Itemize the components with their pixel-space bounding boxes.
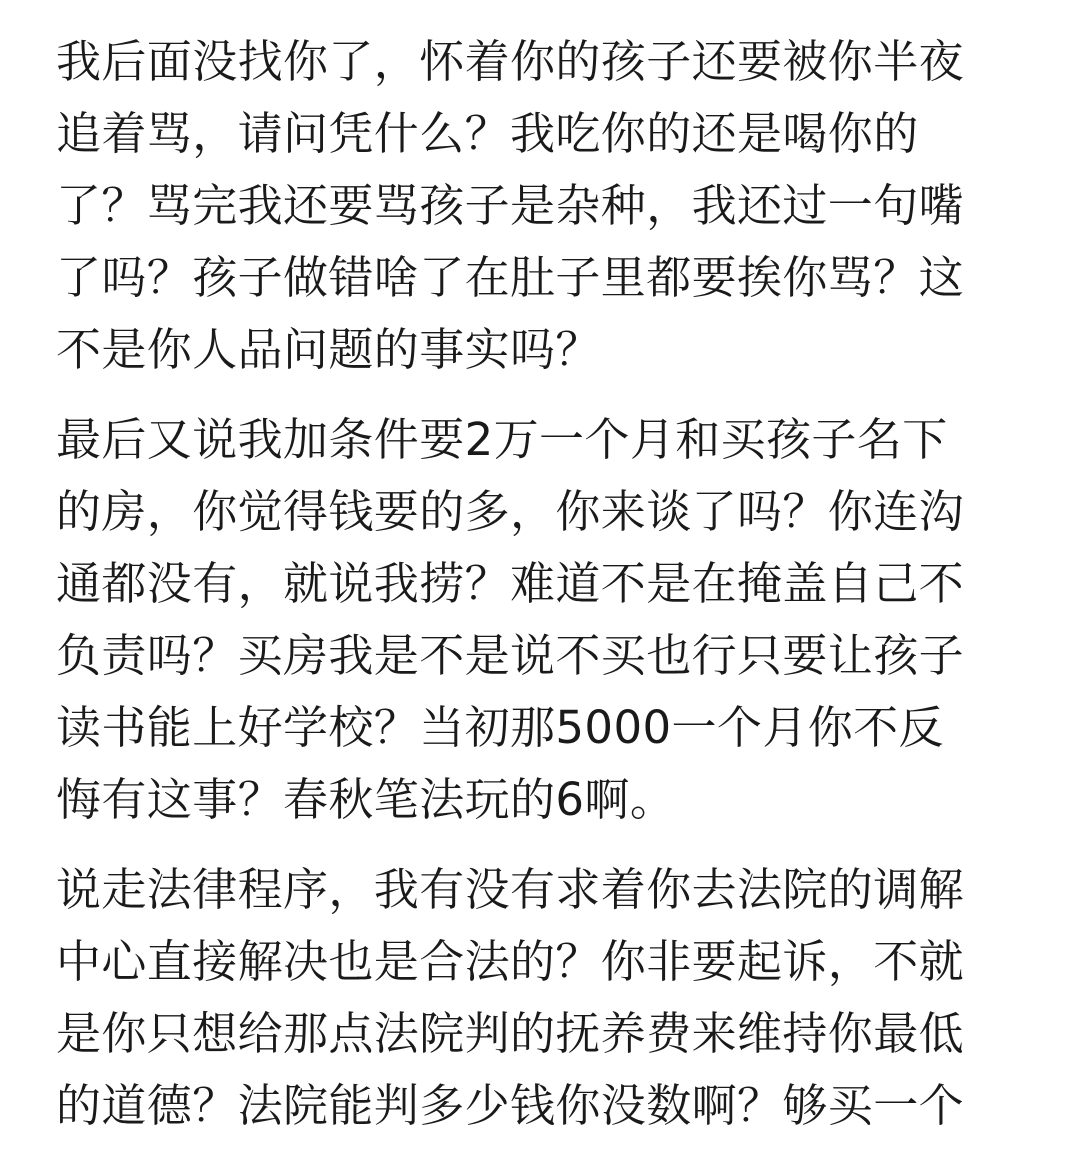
paragraph-2 [56, 404, 1024, 836]
text-line: 的房，你觉得钱要的多，你来谈了吗？你连沟 [56, 485, 965, 538]
text-line: 读书能上好学校？当初那5000一个月你不反 [56, 701, 944, 754]
text-line: 是你只想给那点法院判的抚养费来维持你最低 [56, 1007, 965, 1060]
post-body-text [56, 26, 1024, 1160]
text-line: 我后面没找你了，怀着你的孩子还要被你半夜 [56, 35, 965, 88]
text-line: 负责吗？买房我是不是说不买也行只要让孩子 [56, 629, 965, 682]
text-line: 中心直接解决也是合法的？你非要起诉，不就 [56, 935, 965, 988]
paragraph-1 [56, 26, 1024, 386]
text-line: 说走法律程序，我有没有求着你去法院的调解 [56, 863, 965, 916]
text-line: 最后又说我加条件要2万一个月和买孩子名下 [56, 413, 948, 466]
text-line: 的道德？法院能判多少钱你没数啊？够买一个 [56, 1079, 965, 1132]
text-line: 悔有这事？春秋笔法玩的6啊。 [56, 773, 676, 826]
paragraph-3 [56, 854, 1024, 1142]
text-line: 不是你人品问题的事实吗？ [56, 323, 601, 376]
text-line: 追着骂，请问凭什么？我吃你的还是喝你的 [56, 107, 919, 160]
text-line: 了？骂完我还要骂孩子是杂种，我还过一句嘴 [56, 179, 965, 232]
text-line: 通都没有，就说我捞？难道不是在掩盖自己不 [56, 557, 965, 610]
text-line: 了吗？孩子做错啥了在肚子里都要挨你骂？这 [56, 251, 965, 304]
